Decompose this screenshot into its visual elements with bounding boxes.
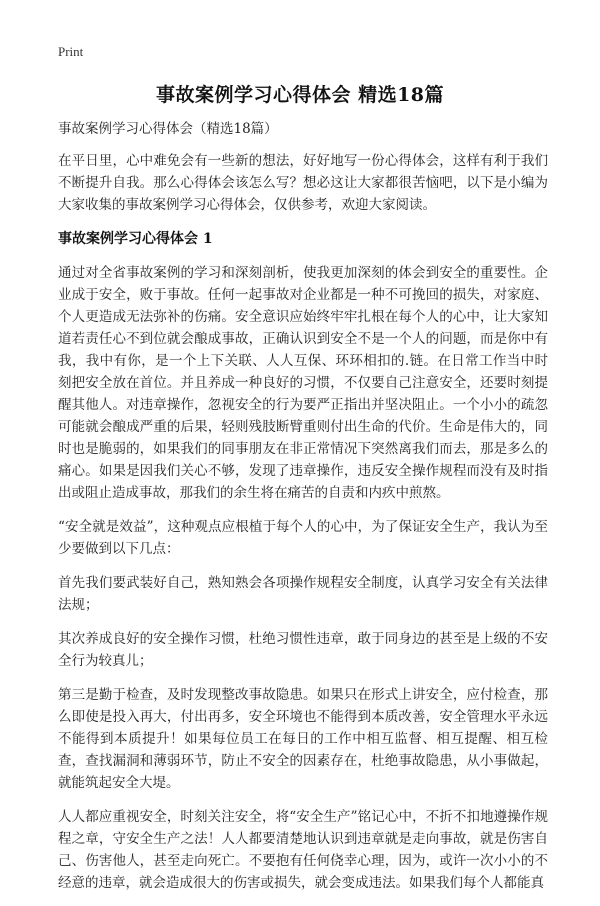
document-body <box>58 118 548 906</box>
body-paragraph-5: 第三是勤于检查，及时发现整改事故隐患。如果只在形式上讲安全，应付检查，那么即使是投入再大，付出再多，安全环境也不能得到本质改善，安全管理水平永远不能得到本质提升！如果每位员工在每日的工作中相互监督、相互提醒、相互检查，查找漏洞和薄弱环节，防止不安全的因素存在，杜绝事故隐患，从小事做起，就能筑起安全大堤。 <box>58 687 548 791</box>
body-paragraph-3: 首先我们要武装好自己，熟知熟会各项操作规程安全制度，认真学习安全有关法律法规； <box>58 575 548 613</box>
body-paragraph-1: 通过对全省事故案例的学习和深刻剖析，使我更加深刻的体会到安全的重要性。企业成于安全，败于事故。任何一起事故对企业都是一种不可挽回的损失，对家庭、个人更造成无法弥补的伤痛。安全意识应始终牢牢扎根在每个人的心中，让大家知道若责任心不到位就会酿成事故，正确认识到安全不是一个人的问题，而是你中有我，我中有你，是一个上下关联、人人互保、环环相扣的.链。在日常工作当中时刻把安全放在首位。并且养成一种良好的习惯，不仅要自己注意安全，还要时刻提醒其他人。对违章操作，忽视安全的行为要严正指出并坚决阻止。一个小小的疏忽可能就会酿成严重的后果，轻则残肢断臂重则付出生命的代价。生命是伟大的，同时也是脆弱的，如果我们的同事朋友在非正常情况下突然离我们而去，那是多么的痛心。如果是因我们关心不够，发现了违章操作，违反安全操作规程而没有及时指出或阻止造成事故，那我们的余生将在痛苦的自责和内疚中煎熬。 <box>58 265 548 501</box>
document-subtitle: 事故案例学习心得体会（精选18篇） <box>58 121 278 137</box>
body-paragraph-2: “安全就是效益”，这种观点应根植于每个人的心中，为了保证安全生产，我认为至少要做到以下几点： <box>58 519 548 557</box>
print-label: Print <box>58 44 84 59</box>
document-title: 事故案例学习心得体会 精选18篇 <box>155 84 445 106</box>
section-heading: 事故案例学习心得体会 1 <box>58 231 213 247</box>
body-paragraph-4: 其次养成良好的安全操作习惯，杜绝习惯性违章，敢于同身边的甚至是上级的不安全行为较真儿； <box>58 631 548 669</box>
body-paragraph-6: 人人都应重视安全，时刻关注安全，将“安全生产”铭记心中，不折不扣地遵操作规程之章，守安全生产之法！人人都要清楚地认识到违章就是走向事故，就是伤害自己、伤害他人，甚至走向死亡。不要抱有任何侥幸心理，因为，或许一次小小的不经意的违章，就会造成很大的伤害或损失，就会变成违法。如果我们每个人都能真 <box>58 809 548 891</box>
intro-paragraph: 在平日里，心中难免会有一些新的想法，好好地写一份心得体会，这样有利于我们不断提升自我。那么心得体会该怎么写？想必这让大家都很苦恼吧，以下是小编为大家收集的事故案例学习心得体会，仅供参考，欢迎大家阅读。 <box>58 153 548 213</box>
